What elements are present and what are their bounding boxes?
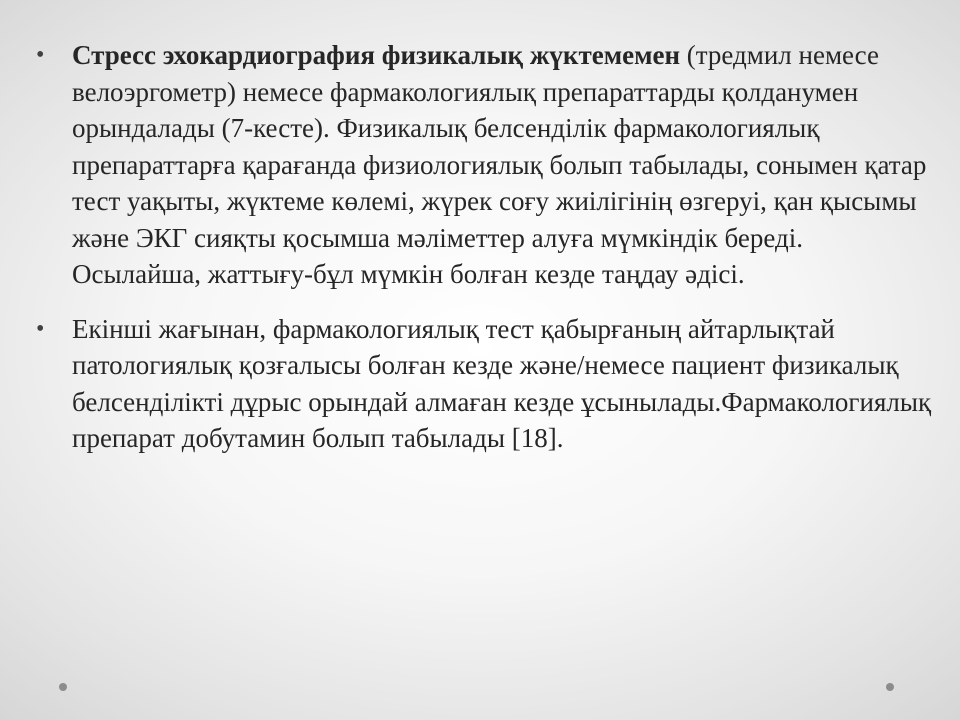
bullet-item-stress-echo xyxy=(36,37,932,293)
bullet-text: (тредмил немесе велоэргометр) немесе фармакологиялық препараттарды қолданумен орындалады (7-кесте). Физикалық белсенділік фармакологиялық препараттарға қарағанда физиологиялық болып табылады, сонымен қатар тест уақыты, жүктеме көлемі, жүрек соғу жиілігінің өзгеруі, қан қысымы және ЭКГ сияқты қосымша мәліметтер алуға мүмкіндік береді. Осылайша, жаттығу-бұл мүмкін болған кезде таңдау әдісі. xyxy=(72,40,927,289)
bullet-bold-heading: Стресс эхокардиография физикалық жүктемемен xyxy=(72,40,681,70)
bullet-item-pharmacological-test xyxy=(36,311,932,457)
bullet-text: Екінші жағынан, фармакологиялық тест қабырғаның айтарлықтай патологиялық қозғалысы болған кезде және/немесе пациент физикалық белсенділікті дұрыс орындай алмаған кезде ұсынылады.Фармакологиялық препарат добутамин болып табылады [18]. xyxy=(72,313,932,453)
slide-content xyxy=(36,37,932,475)
corner-dot-left xyxy=(59,683,67,691)
bullet-marker: • xyxy=(36,315,45,342)
corner-dot-right xyxy=(886,683,894,691)
bullet-list xyxy=(36,37,932,457)
bullet-marker: • xyxy=(36,42,45,68)
